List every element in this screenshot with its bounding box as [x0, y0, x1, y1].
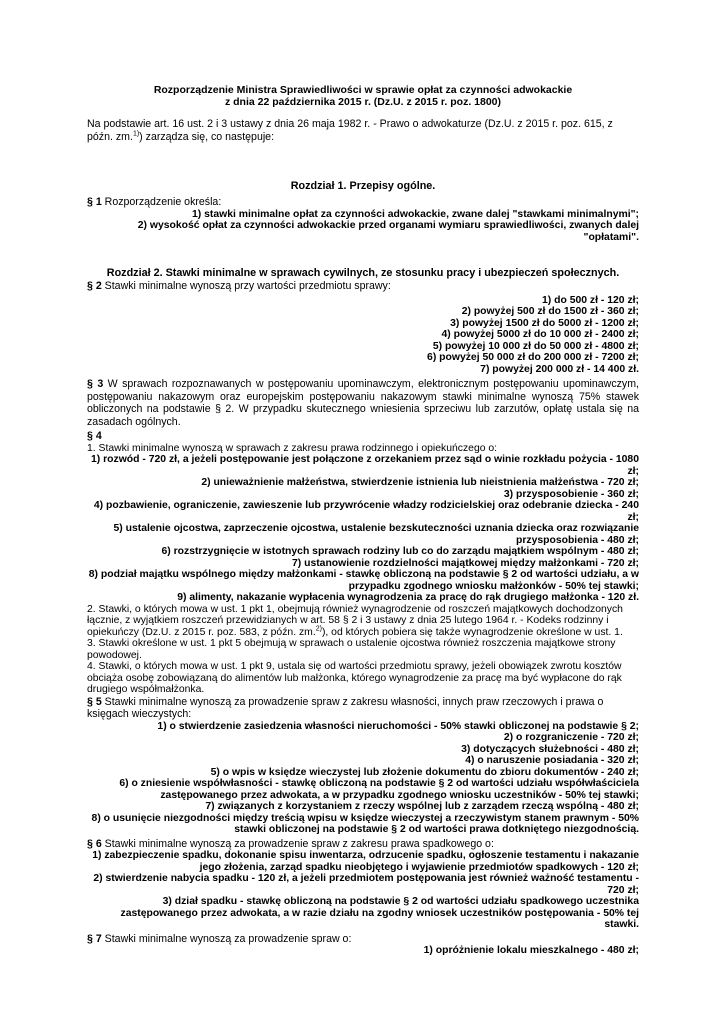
paragraph-sign: § 1: [87, 196, 102, 208]
p4-item: 5) ustalenie ojcostwa, zaprzeczenie ojcostwa, ustalenie bezskuteczności uznania dziecka oraz rozwiązanie przysposobienia - 480 zł;: [113, 523, 639, 546]
p2-list: [87, 295, 639, 376]
p5-item: 5) o wpis w księdze wieczystej lub złożenie dokumentu do zbioru dokumentów - 240 zł;: [210, 766, 639, 778]
preamble-tail: ) zarządza się, co następuje:: [139, 130, 275, 143]
p2-item: 5) powyżej 10 000 zł do 50 000 zł - 4800 zł;: [432, 340, 639, 352]
p5-item: 6) o zniesienie współwłasności - stawkę obliczoną na podstawie § 2 od wartości udziału współwłaściciela zastępowanego przez adwokata, a w przypadku zgodnego wniosku uczestników - 50% tej stawki;: [119, 778, 639, 801]
document-page: [87, 84, 639, 957]
p2-item: 4) powyżej 5000 zł do 10 000 zł - 2400 zł;: [441, 329, 639, 340]
p4-item: 4) pozbawienie, ograniczenie, zawieszenie lub przywrócenie władzy rodzicielskiej oraz odebranie dziecka - 240 zł;: [93, 500, 639, 523]
p4-item: 3) przysposobienie - 360 zł;: [503, 488, 639, 500]
paragraph-4-sign: § 4: [87, 430, 102, 442]
p4-item: 2) unieważnienie małżeństwa, stwierdzenie istnienia lub nieistnienia małżeństwa - 720 zł;: [201, 477, 639, 488]
p7-list: [87, 945, 639, 957]
preamble-text: Na podstawie art. 16 ust. 2 i 3 ustawy z dnia 26 maja 1982 r. - Prawo o adwokaturze (Dz.U. z 2015 r. poz. 615, z późn. zm.: [87, 118, 613, 143]
paragraph-3: § 3 W sprawach rozpoznawanych w postępowaniu upominawczym, elektronicznym postępowaniu upominawczym, postępowaniu nakazowym oraz europejskim postępowaniu nakazowym stawki minimalne wynoszą 75% stawek obliczonych na podstawie § 2. W przypadku skutecznego wniesienia sprzeciwu lub zarzutów, opłatę ustala się na zasadach ogólnych.: [87, 378, 639, 428]
p4-item: 9) alimenty, nakazanie wypłacenia wynagrodzenia za pracę do rąk drugiego małżonka - 120 zł.: [177, 592, 639, 603]
p2-item: 7) powyżej 200 000 zł - 14 400 zł.: [480, 363, 639, 375]
paragraph-6: § 6 Stawki minimalne wynoszą za prowadzenie spraw z zakresu prawa spadkowego o:: [87, 837, 494, 850]
p1-item-2: 2) wysokość opłat za czynności adwokackie przed organami wymiaru sprawiedliwości, zwanych dalej "opłatami".: [137, 220, 639, 243]
p5-item: 8) o usunięcie niezgodności między treścią wpisu w księdze wieczystej a rzeczywistym stanem prawnym - 50% stawki obliczonej na podstawie § 2 od wartości prawa dotkniętego niezgodnością.: [91, 812, 639, 835]
p5-item: 7) związanych z korzystaniem z rzeczy wspólnej lub z zarządem rzeczą wspólną - 480 zł;: [205, 801, 639, 812]
paragraph-1: § 1 Rozporządzenie określa:: [87, 196, 222, 208]
title-line-1: Rozporządzenie Ministra Sprawiedliwości w sprawie opłat za czynności adwokackie: [153, 84, 573, 96]
p6-list: [87, 850, 639, 931]
paragraph-5: § 5 Stawki minimalne wynoszą za prowadzenie spraw z zakresu własności, innych praw rzeczowych i prawa o księgach wieczystych:: [87, 695, 604, 720]
document-title: [87, 84, 639, 108]
chapter-2-heading: Rozdział 2. Stawki minimalne w sprawach cywilnych, ze stosunku pracy i ubezpieczeń społecznych.: [106, 267, 620, 279]
p6-item: 2) stwierdzenie nabycia spadku - 120 zł, a jeżeli przedmiotem postępowania jest również ważność testamentu - 720 zł;: [93, 873, 639, 896]
p5-item: 4) o naruszenie posiadania - 320 zł;: [465, 755, 639, 766]
preamble: [87, 118, 639, 143]
p4-item: 7) ustanowienie rozdzielności majątkowej między małżonkami - 720 zł;: [291, 557, 639, 569]
p4-item: 8) podział majątku wspólnego między małżonkami - stawkę obliczoną na podstawie § 2 od wartości udziału, a w przypadku zgodnego wniosku małżonków - 50% tej stawki;: [88, 569, 639, 592]
p7-item: 1) opróżnienie lokalu mieszkalnego - 480 zł;: [423, 945, 639, 956]
footnote-ref-2[interactable]: 2): [315, 625, 322, 633]
chapter-1-heading: Rozdział 1. Przepisy ogólne.: [290, 180, 436, 192]
footnote-ref-1[interactable]: 1): [132, 129, 140, 137]
p6-item: 3) dział spadku - stawkę obliczoną na podstawie § 2 od wartości udziału spadkowego uczestnika zastępowanego przez adwokata, a w razie działu na zgodny wniosek uczestników postępowania - 50% tej stawki.: [120, 896, 639, 930]
p2-item: 6) powyżej 50 000 zł do 200 000 zł - 7200 zł;: [427, 352, 639, 363]
p4-item: 1) rozwód - 720 zł, a jeżeli postępowanie jest połączone z orzekaniem przez sąd o winie rozkładu pożycia - 1080 zł;: [91, 454, 639, 477]
p4-section-3: 3. Stawki określone w ust. 1 pkt 5 obejmują w sprawach o ustalenie ojcostwa również roszczenia majątkowe strony powodowej.: [87, 638, 616, 661]
p6-item: 1) zabezpieczenie spadku, dokonanie spisu inwentarza, odrzucenie spadku, ogłoszenie testamentu i nakazanie jego złożenia, zarząd spadku nieobjętego i wyjawienie przedmiotów spadkowych - 120 zł;: [92, 850, 639, 873]
p4-section-2: 2. Stawki, o których mowa w ust. 1 pkt 1, obejmują również wynagrodzenie od roszczeń majątkowych dochodzonych łącznie, z wyjątkiem roszczeń przewidzianych w art. 58 § 2 i 3 ustawy z dnia 25 lutego 1964 r. - Kodeks rodzinny i opiekuńczy (Dz.U. z 2015 r. poz. 583, z późn. zm.$^{2)}$), od których pobiera się także wynagrodzenie określone w ust. 1.: [87, 603, 623, 638]
p2-item: 3) powyżej 1500 zł do 5000 zł - 1200 zł;: [450, 317, 639, 329]
title-line-2: z dnia 22 października 2015 r. (Dz.U. z 2015 r. poz. 1800): [224, 96, 502, 108]
p4-section-4: 4. Stawki, o których mowa w ust. 1 pkt 9, ustala się od wartości przedmiotu sprawy, jeżeli obowiązek zwrotu kosztów obciąża osobę zobowiązaną do alimentów lub małżonka, którego wynagrodzenie za pracę ma być wypłacone do rąk drugiego współmałżonka.: [87, 661, 622, 695]
p1-item-1: 1) stawki minimalne opłat za czynności adwokackie, zwane dalej "stawkami minimalnymi";: [192, 208, 639, 220]
p5-list: [87, 721, 639, 836]
p4-item: 6) rozstrzygnięcie w istotnych sprawach rodziny lub co do zarządu majątkiem wspólnym - 480 zł;: [161, 546, 639, 557]
p5-item: 2) o rozgraniczenie - 720 zł;: [503, 732, 639, 743]
p2-item: 1) do 500 zł - 120 zł;: [541, 294, 639, 306]
p4-list: [87, 454, 639, 604]
paragraph-2: § 2 Stawki minimalne wynoszą przy wartości przedmiotu sprawy:: [87, 280, 391, 292]
p2-item: 2) powyżej 500 zł do 1500 zł - 360 zł;: [461, 306, 639, 317]
p4-intro: 1. Stawki minimalne wynoszą w sprawach z zakresu prawa rodzinnego i opiekuńczego o:: [87, 442, 498, 454]
paragraph-7: § 7 Stawki minimalne wynoszą za prowadzenie spraw o:: [87, 932, 352, 945]
p5-item: 3) dotyczących służebności - 480 zł;: [461, 743, 639, 755]
p5-item: 1) o stwierdzenie zasiedzenia własności nieruchomości - 50% stawki obliczonej na podstawie § 2;: [157, 720, 639, 732]
